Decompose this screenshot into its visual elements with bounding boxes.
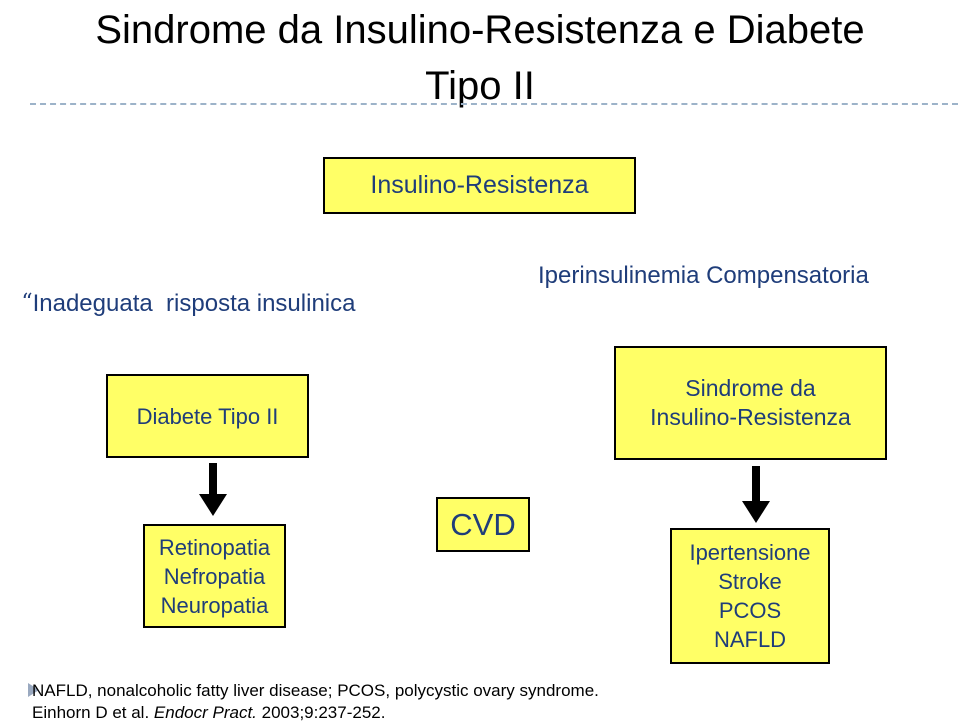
- cvd-label: CVD: [450, 507, 516, 542]
- footnote-citation: [32, 702, 952, 724]
- insulin-resistance-box: [323, 157, 636, 214]
- complication-item: Nefropatia: [163, 563, 266, 589]
- slide-title-line1: Sindrome da Insulino-Resistenza e Diabete: [95, 8, 865, 52]
- complication-item: NAFLD: [713, 627, 787, 652]
- compensatory-hyperinsulinemia-label: Iperinsulinemia Compensatoria: [538, 262, 869, 289]
- slide-title-line2: Tipo II: [425, 64, 535, 108]
- syndrome-complications-box: [670, 528, 830, 664]
- inadequate-response-label: “Inadeguata risposta insulinica: [21, 290, 356, 317]
- footnote-abbreviations: NAFLD, nonalcoholic fatty liver disease; PCOS, polycystic ovary syndrome.: [32, 681, 599, 700]
- complication-item: Neuropatia: [160, 592, 269, 618]
- citation-reference: 2003;9:237-252.: [256, 703, 386, 722]
- microvascular-complications-box: [143, 524, 286, 628]
- type2-diabetes-label: Diabete Tipo II: [136, 403, 279, 429]
- down-arrow-left: [199, 463, 227, 515]
- complication-item: Ipertensione: [689, 540, 811, 565]
- down-arrow-right: [742, 466, 770, 522]
- title-divider: [30, 103, 958, 105]
- cvd-box: [436, 497, 530, 552]
- complication-item: Retinopatia: [158, 534, 271, 560]
- complication-item: Stroke: [718, 569, 782, 594]
- insulin-resistance-label: Insulino-Resistenza: [370, 171, 589, 199]
- citation-authors: Einhorn D et al.: [32, 703, 154, 722]
- insulin-resistance-syndrome-box: [614, 346, 887, 460]
- syndrome-label-line1: Sindrome da: [685, 375, 816, 401]
- citation-journal: Endocr Pract.: [153, 703, 257, 722]
- syndrome-label-line2: Insulino-Resistenza: [650, 404, 851, 430]
- complication-item: PCOS: [718, 598, 782, 623]
- type2-diabetes-box: [106, 374, 309, 458]
- footnote: [32, 680, 952, 724]
- slide-title: [0, 2, 960, 114]
